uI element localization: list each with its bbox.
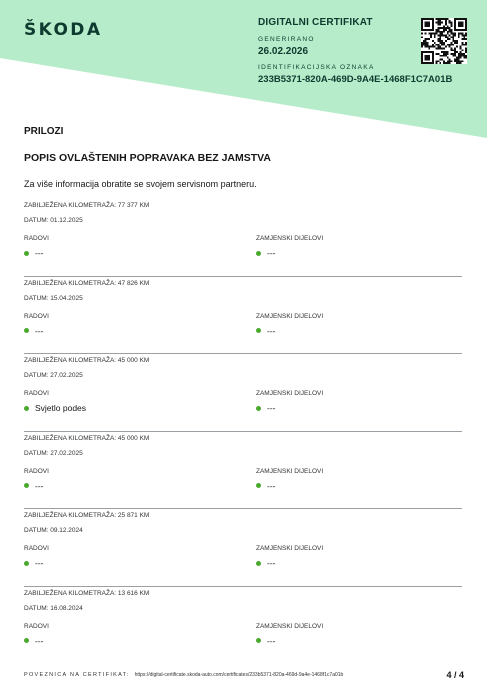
- date-label: DATUM: 09.12.2024: [24, 527, 83, 534]
- bullet-icon: [24, 328, 29, 333]
- repair-records: [24, 199, 462, 664]
- identification-value: 233B5371-820A-469D-9A4E-1468F1C7A01B: [258, 74, 453, 85]
- part-value: ---: [267, 325, 276, 336]
- mileage-label: ZABILJEŽENA KILOMETRAŽA: 45 000 KM: [24, 434, 150, 442]
- info-text: Za više informacija obratite se svojem servisnom partneru.: [24, 179, 257, 189]
- bullet-icon: [256, 483, 261, 488]
- part-item: [256, 636, 276, 646]
- bullet-icon: [24, 561, 29, 566]
- parts-header: ZAMJENSKI DIJELOVI: [256, 312, 324, 320]
- work-value: Svjetlo podes: [35, 403, 87, 413]
- repair-record: [24, 587, 462, 665]
- page-subtitle: POPIS OVLAŠTENIH POPRAVAKA BEZ JAMSTVA: [24, 152, 271, 164]
- part-item: [256, 248, 276, 258]
- date-label: DATUM: 01.12.2025: [24, 217, 83, 224]
- work-item: [24, 636, 44, 646]
- mileage-label: ZABILJEŽENA KILOMETRAŽA: 45 000 KM: [24, 357, 150, 364]
- repair-record: [24, 354, 462, 432]
- parts-header: ZAMJENSKI DIJELOVI: [256, 235, 324, 242]
- bullet-icon: [24, 251, 29, 256]
- work-item: [24, 326, 44, 336]
- work-value: ---: [35, 325, 44, 336]
- mileage-label: ZABILJEŽENA KILOMETRAŽA: 77 377 KM: [24, 202, 150, 209]
- parts-header: ZAMJENSKI DIJELOVI: [256, 545, 324, 552]
- repair-record: [24, 432, 462, 510]
- parts-header: ZAMJENSKI DIJELOVI: [256, 390, 324, 397]
- work-value: ---: [35, 635, 44, 646]
- part-item: [256, 481, 276, 491]
- works-header: RADOVI: [24, 545, 49, 552]
- bullet-icon: [256, 406, 261, 411]
- footer: [24, 672, 464, 678]
- certificate-link-label: POVEZNICA NA CERTIFIKAT:: [24, 672, 130, 678]
- identification-label: IDENTIFIKACIJSKA OZNAKA: [258, 64, 375, 71]
- mileage-label: ZABILJEŽENA KILOMETRAŽA: 13 616 KM: [24, 589, 150, 597]
- part-value: ---: [267, 558, 276, 568]
- bullet-icon: [256, 251, 261, 256]
- bullet-icon: [256, 561, 261, 566]
- generated-date: 26.02.2026: [258, 46, 309, 57]
- bullet-icon: [256, 328, 261, 333]
- part-item: [256, 403, 276, 413]
- bullet-icon: [256, 638, 261, 643]
- date-label: DATUM: 27.02.2025: [24, 372, 83, 379]
- repair-record: [24, 277, 462, 355]
- date-label: DATUM: 27.02.2025: [24, 449, 83, 457]
- repair-record: [24, 199, 462, 277]
- section-title: PRILOZI: [24, 126, 64, 137]
- date-label: DATUM: 16.08.2024: [24, 604, 83, 612]
- part-value: ---: [267, 480, 276, 491]
- certificate-link[interactable]: https://digital-certificate.skoda-auto.com/certificates/233b5371-820a-469d-9a4e-1468f1c7a01b: [134, 672, 344, 678]
- skoda-logo: ŠKODA: [24, 20, 103, 40]
- date-label: DATUM: 15.04.2025: [24, 294, 83, 302]
- generated-label: GENERIRANO: [258, 36, 315, 43]
- certificate-title: DIGITALNI CERTIFIKAT: [258, 17, 373, 28]
- part-item: [256, 558, 276, 568]
- part-value: ---: [267, 403, 276, 413]
- mileage-label: ZABILJEŽENA KILOMETRAŽA: 25 871 KM: [24, 512, 150, 519]
- works-header: RADOVI: [24, 622, 49, 630]
- part-value: ---: [267, 635, 276, 646]
- work-value: ---: [35, 248, 44, 258]
- qr-code: [421, 18, 467, 64]
- work-value: ---: [35, 558, 44, 568]
- works-header: RADOVI: [24, 235, 49, 242]
- bullet-icon: [24, 483, 29, 488]
- part-item: [256, 326, 276, 336]
- work-item: [24, 481, 44, 491]
- parts-header: ZAMJENSKI DIJELOVI: [256, 467, 324, 475]
- bullet-icon: [24, 406, 29, 411]
- repair-record: [24, 509, 462, 587]
- bullet-icon: [24, 638, 29, 643]
- work-value: ---: [35, 480, 44, 491]
- work-item: [24, 403, 86, 413]
- works-header: RADOVI: [24, 312, 49, 320]
- work-item: [24, 248, 44, 258]
- work-item: [24, 558, 44, 568]
- part-value: ---: [267, 248, 276, 258]
- works-header: RADOVI: [24, 467, 49, 475]
- parts-header: ZAMJENSKI DIJELOVI: [256, 622, 324, 630]
- works-header: RADOVI: [24, 390, 49, 397]
- mileage-label: ZABILJEŽENA KILOMETRAŽA: 47 826 KM: [24, 279, 150, 287]
- page-number: 4 / 4: [446, 670, 464, 680]
